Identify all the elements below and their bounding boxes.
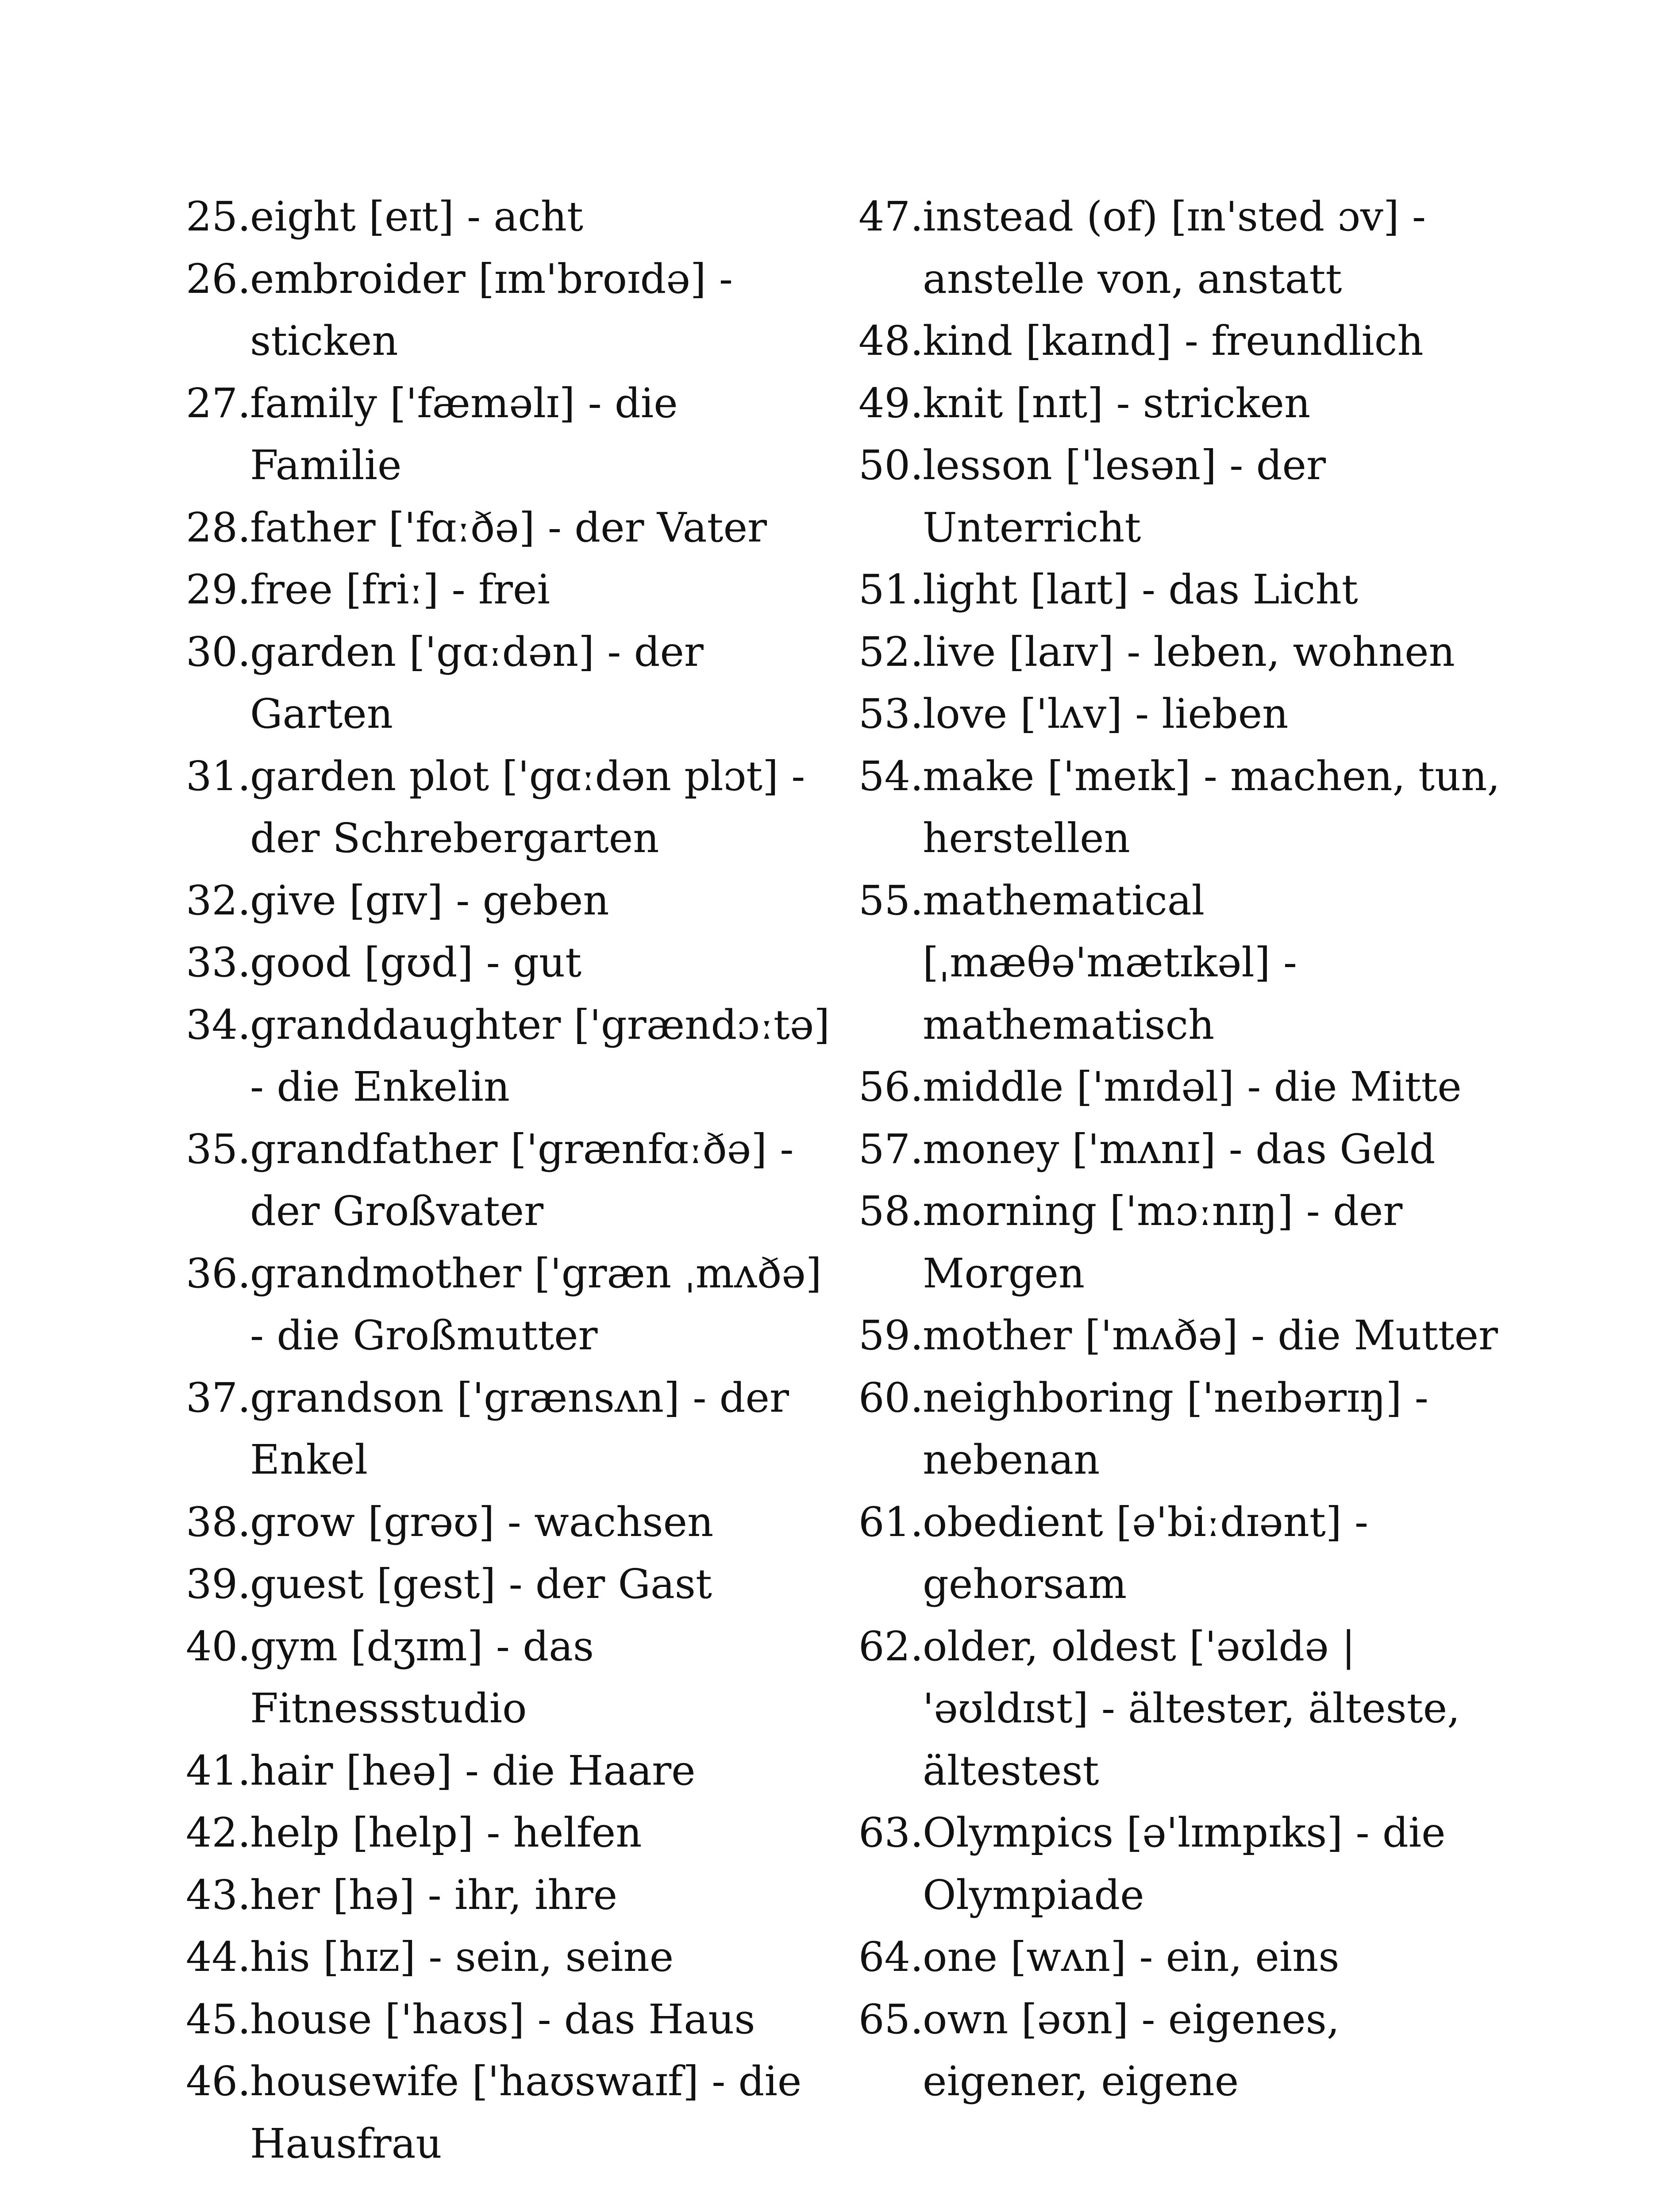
- vocab-entry: [186, 932, 841, 994]
- entry-number: 48.: [859, 317, 924, 365]
- entry-text: granddaughter ['grændɔːtə] - die Enkelin: [250, 1001, 830, 1110]
- vocab-entry: [186, 373, 841, 497]
- entry-number: 46.: [186, 2058, 251, 2105]
- vocab-entry: [859, 1802, 1513, 1926]
- entry-number: 58.: [859, 1187, 924, 1235]
- entry-number: 64.: [859, 1933, 924, 1981]
- entry-text: light [laɪt] - das Licht: [923, 566, 1358, 613]
- entry-text: house ['haʊs] - das Haus: [250, 1995, 755, 2043]
- entry-text: garden plot ['gɑːdən plɔt] - der Schrebergarten: [250, 752, 805, 862]
- vocab-entry: [859, 870, 1513, 1056]
- entry-number: 52.: [859, 628, 924, 676]
- vocab-entry: [859, 1491, 1513, 1616]
- entry-text: help [help] - helfen: [250, 1809, 642, 1856]
- vocab-entry: [186, 745, 841, 870]
- vocab-entry: [859, 1118, 1513, 1181]
- entry-text: kind [kaɪnd] - freundlich: [923, 317, 1424, 365]
- entry-number: 34.: [186, 1001, 251, 1048]
- entry-number: 42.: [186, 1809, 251, 1856]
- vocab-entry: [186, 497, 841, 559]
- entry-text: Olympics [ə'lɪmpɪks] - die Olympiade: [923, 1809, 1446, 1919]
- entry-number: 59.: [859, 1312, 924, 1359]
- vocab-entry: [186, 186, 841, 248]
- entry-number: 28.: [186, 503, 251, 551]
- entry-number: 29.: [186, 566, 251, 613]
- vocab-entry: [859, 621, 1513, 684]
- vocab-entry: [859, 1056, 1513, 1118]
- vocab-entry: [859, 186, 1513, 310]
- entry-text: lesson ['lesən] - der Unterricht: [923, 442, 1326, 551]
- entry-number: 51.: [859, 566, 924, 613]
- entry-text: housewife ['haʊswaɪf] - die Hausfrau: [250, 2058, 802, 2167]
- vocabulary-list-left: [186, 186, 841, 2175]
- entry-text: guest [gest] - der Gast: [250, 1560, 712, 1608]
- entry-text: gym [dʒɪm] - das Fitnessstudio: [250, 1622, 594, 1732]
- entry-text: one [wʌn] - ein, eins: [923, 1933, 1340, 1981]
- entry-number: 47.: [859, 193, 924, 240]
- entry-number: 61.: [859, 1498, 924, 1546]
- entry-number: 44.: [186, 1933, 251, 1981]
- entry-number: 25.: [186, 193, 251, 240]
- entry-number: 33.: [186, 939, 251, 986]
- vocab-entry: [859, 1989, 1513, 2113]
- entry-number: 38.: [186, 1498, 251, 1546]
- vocab-entry: [859, 310, 1513, 373]
- entry-text: grandmother ['græn ˌmʌðə] - die Großmutter: [250, 1249, 822, 1359]
- entry-text: love ['lʌv] - lieben: [923, 690, 1289, 737]
- entry-text: family ['fæməlɪ] - die Familie: [250, 379, 678, 489]
- entry-number: 50.: [859, 442, 924, 489]
- vocab-entry: [859, 1367, 1513, 1491]
- entry-text: make ['meɪk] - machen, tun, herstellen: [923, 752, 1500, 862]
- vocab-entry: [186, 2051, 841, 2175]
- entry-number: 27.: [186, 379, 251, 427]
- entry-number: 40.: [186, 1622, 251, 1670]
- vocabulary-list-right: [859, 186, 1513, 2113]
- entry-number: 65.: [859, 1995, 924, 2043]
- vocab-entry: [859, 1305, 1513, 1367]
- entry-text: obedient [ə'biːdɪənt] - gehorsam: [923, 1498, 1369, 1608]
- entry-number: 55.: [859, 876, 924, 924]
- entry-text: money ['mʌnɪ] - das Geld: [923, 1125, 1436, 1173]
- vocab-entry: [859, 373, 1513, 435]
- vocab-entry: [859, 434, 1513, 559]
- vocab-entry: [186, 1864, 841, 1927]
- vocab-entry: [186, 1367, 841, 1491]
- entry-text: middle ['mɪdəl] - die Mitte: [923, 1063, 1462, 1110]
- entry-number: 45.: [186, 1995, 251, 2043]
- entry-number: 30.: [186, 628, 251, 676]
- vocab-entry: [186, 1740, 841, 1802]
- entry-text: older, oldest ['əʊldə | 'əʊldɪst] - ältester, älteste, ältestest: [923, 1622, 1460, 1794]
- entry-text: neighboring ['neɪbərɪŋ] - nebenan: [923, 1374, 1428, 1483]
- vocab-entry: [186, 1616, 841, 1740]
- entry-number: 32.: [186, 876, 251, 924]
- entry-text: embroider [ɪm'broɪdə] - sticken: [250, 255, 733, 365]
- vocab-entry: [186, 1243, 841, 1367]
- vocab-entry: [186, 994, 841, 1118]
- entry-number: 35.: [186, 1125, 251, 1173]
- vocab-entry: [859, 683, 1513, 745]
- vocab-entry: [186, 621, 841, 745]
- entry-text: eight [eɪt] - acht: [250, 193, 584, 240]
- entry-number: 60.: [859, 1374, 924, 1421]
- entry-number: 31.: [186, 752, 251, 800]
- entry-number: 39.: [186, 1560, 251, 1608]
- entry-text: hair [heə] - die Haare: [250, 1747, 696, 1794]
- entry-number: 53.: [859, 690, 924, 737]
- entry-text: give [gɪv] - geben: [250, 876, 609, 924]
- entry-number: 54.: [859, 752, 924, 800]
- vocab-entry: [859, 745, 1513, 870]
- entry-text: live [laɪv] - leben, wohnen: [923, 628, 1455, 676]
- vocab-entry: [186, 1802, 841, 1864]
- entry-number: 49.: [859, 379, 924, 427]
- entry-text: instead (of) [ɪn'sted ɔv] - anstelle von, anstatt: [923, 193, 1426, 303]
- vocab-entry: [186, 870, 841, 932]
- entry-text: father ['fɑːðə] - der Vater: [250, 503, 767, 551]
- entry-text: free [friː] - frei: [250, 566, 550, 613]
- vocab-entry: [186, 248, 841, 373]
- entry-number: 37.: [186, 1374, 251, 1421]
- entry-text: her [hə] - ihr, ihre: [250, 1871, 618, 1919]
- vocab-entry: [186, 1989, 841, 2051]
- entry-number: 43.: [186, 1871, 251, 1919]
- entry-text: morning ['mɔːnɪŋ] - der Morgen: [923, 1187, 1403, 1297]
- vocab-entry: [859, 1616, 1513, 1802]
- vocab-entry: [859, 559, 1513, 621]
- entry-number: 41.: [186, 1747, 251, 1794]
- entry-text: good [gʊd] - gut: [250, 939, 582, 986]
- entry-number: 63.: [859, 1809, 924, 1856]
- vocab-entry: [186, 1118, 841, 1243]
- entry-number: 56.: [859, 1063, 924, 1110]
- entry-text: mother ['mʌðə] - die Mutter: [923, 1312, 1498, 1359]
- vocab-entry: [859, 1926, 1513, 1989]
- entry-text: garden ['gɑːdən] - der Garten: [250, 628, 704, 737]
- vocab-entry: [859, 1180, 1513, 1305]
- entry-text: knit [nɪt] - stricken: [923, 379, 1311, 427]
- entry-text: own [əʊn] - eigenes, eigener, eigene: [923, 1995, 1340, 2105]
- entry-number: 26.: [186, 255, 251, 303]
- entry-text: grow [grəʊ] - wachsen: [250, 1498, 714, 1546]
- entry-text: his [hɪz] - sein, seine: [250, 1933, 674, 1981]
- entry-number: 36.: [186, 1249, 251, 1297]
- entry-text: grandson ['grænsʌn] - der Enkel: [250, 1374, 789, 1483]
- vocab-entry: [186, 559, 841, 621]
- entry-number: 57.: [859, 1125, 924, 1173]
- entry-text: mathematical [ˌmæθə'mætɪkəl] - mathematisch: [923, 876, 1297, 1048]
- vocab-entry: [186, 1491, 841, 1554]
- vocab-entry: [186, 1926, 841, 1989]
- entry-text: grandfather ['grænfɑːðə] - der Großvater: [250, 1125, 794, 1235]
- vocab-entry: [186, 1553, 841, 1616]
- entry-number: 62.: [859, 1622, 924, 1670]
